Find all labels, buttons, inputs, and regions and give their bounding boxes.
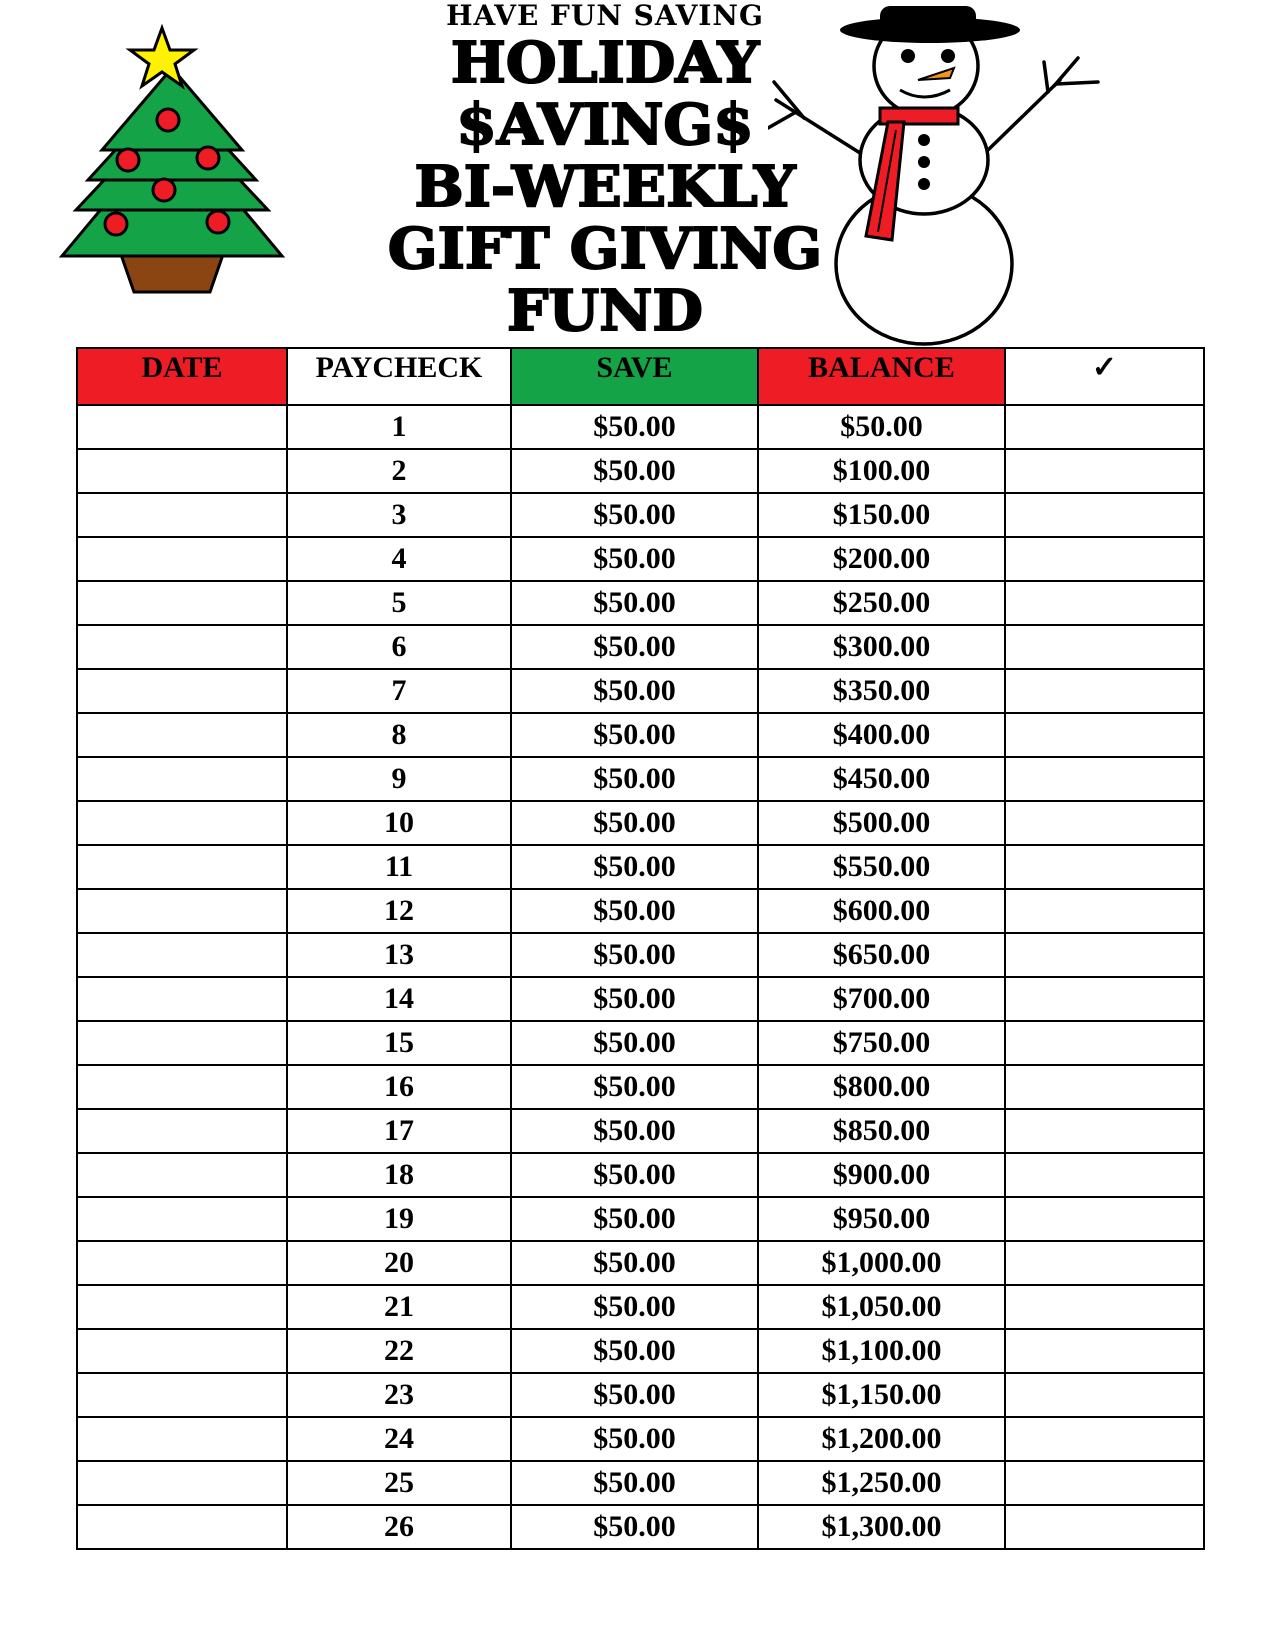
save-cell: $50.00: [511, 1417, 758, 1461]
check-cell[interactable]: [1005, 1417, 1204, 1461]
date-cell[interactable]: [77, 405, 287, 449]
check-cell[interactable]: [1005, 713, 1204, 757]
save-cell: $50.00: [511, 1197, 758, 1241]
date-cell[interactable]: [77, 757, 287, 801]
check-cell[interactable]: [1005, 537, 1204, 581]
date-cell[interactable]: [77, 889, 287, 933]
column-header-balance: BALANCE: [758, 348, 1005, 405]
table-row: [77, 581, 1204, 625]
table-row: [77, 1021, 1204, 1065]
savings-table: [76, 347, 1205, 1550]
balance-cell: $250.00: [758, 581, 1005, 625]
date-cell[interactable]: [77, 1065, 287, 1109]
balance-cell: $650.00: [758, 933, 1005, 977]
check-cell[interactable]: [1005, 1285, 1204, 1329]
check-cell[interactable]: [1005, 1373, 1204, 1417]
paycheck-cell: 14: [287, 977, 511, 1021]
title-line: HOLIDAY: [450, 30, 760, 96]
table-row: [77, 889, 1204, 933]
paycheck-cell: 8: [287, 713, 511, 757]
christmas-tree-icon: [58, 24, 286, 296]
date-cell[interactable]: [77, 1197, 287, 1241]
paycheck-cell: 16: [287, 1065, 511, 1109]
paycheck-cell: 9: [287, 757, 511, 801]
paycheck-cell: 1: [287, 405, 511, 449]
date-cell[interactable]: [77, 625, 287, 669]
date-cell[interactable]: [77, 933, 287, 977]
paycheck-cell: 6: [287, 625, 511, 669]
paycheck-cell: 5: [287, 581, 511, 625]
date-cell[interactable]: [77, 1461, 287, 1505]
check-cell[interactable]: [1005, 1197, 1204, 1241]
balance-cell: $1,150.00: [758, 1373, 1005, 1417]
check-cell[interactable]: [1005, 1153, 1204, 1197]
paycheck-cell: 23: [287, 1373, 511, 1417]
balance-cell: $100.00: [758, 449, 1005, 493]
balance-cell: $950.00: [758, 1197, 1005, 1241]
table-row: [77, 801, 1204, 845]
save-cell: $50.00: [511, 801, 758, 845]
balance-cell: $1,200.00: [758, 1417, 1005, 1461]
kicker-text: HAVE FUN SAVING: [446, 0, 764, 32]
save-cell: $50.00: [511, 1065, 758, 1109]
save-cell: $50.00: [511, 1461, 758, 1505]
date-cell[interactable]: [77, 713, 287, 757]
table-row: [77, 1373, 1204, 1417]
column-header-save: SAVE: [511, 348, 758, 405]
date-cell[interactable]: [77, 1373, 287, 1417]
balance-cell: $750.00: [758, 1021, 1005, 1065]
save-cell: $50.00: [511, 713, 758, 757]
balance-cell: $800.00: [758, 1065, 1005, 1109]
paycheck-cell: 24: [287, 1417, 511, 1461]
save-cell: $50.00: [511, 669, 758, 713]
table-row: [77, 845, 1204, 889]
date-cell[interactable]: [77, 1329, 287, 1373]
balance-cell: $400.00: [758, 713, 1005, 757]
check-cell[interactable]: [1005, 933, 1204, 977]
date-cell[interactable]: [77, 977, 287, 1021]
balance-cell: $700.00: [758, 977, 1005, 1021]
balance-cell: $450.00: [758, 757, 1005, 801]
column-header-date: DATE: [77, 348, 287, 405]
check-cell[interactable]: [1005, 669, 1204, 713]
paycheck-cell: 20: [287, 1241, 511, 1285]
balance-cell: $900.00: [758, 1153, 1005, 1197]
save-cell: $50.00: [511, 1329, 758, 1373]
paycheck-cell: 22: [287, 1329, 511, 1373]
balance-cell: $1,050.00: [758, 1285, 1005, 1329]
check-cell[interactable]: [1005, 405, 1204, 449]
title-line: FUND: [507, 278, 703, 344]
table-row: [77, 449, 1204, 493]
balance-cell: $200.00: [758, 537, 1005, 581]
save-cell: $50.00: [511, 1285, 758, 1329]
date-cell[interactable]: [77, 1021, 287, 1065]
table-row: [77, 405, 1204, 449]
save-cell: $50.00: [511, 933, 758, 977]
save-cell: $50.00: [511, 889, 758, 933]
table-header-row: [77, 348, 1204, 405]
table-row: [77, 757, 1204, 801]
snowman-icon: [768, 0, 1168, 350]
table-row: [77, 1109, 1204, 1153]
paycheck-cell: 10: [287, 801, 511, 845]
balance-cell: $1,100.00: [758, 1329, 1005, 1373]
title-line: $AVING$: [456, 92, 754, 158]
balance-cell: $1,300.00: [758, 1505, 1005, 1549]
table-row: [77, 977, 1204, 1021]
paycheck-cell: 26: [287, 1505, 511, 1549]
title-line: GIFT GIVING: [387, 216, 823, 282]
paycheck-cell: 13: [287, 933, 511, 977]
table-row: [77, 1241, 1204, 1285]
save-cell: $50.00: [511, 625, 758, 669]
save-cell: $50.00: [511, 977, 758, 1021]
paycheck-cell: 21: [287, 1285, 511, 1329]
paycheck-cell: 12: [287, 889, 511, 933]
save-cell: $50.00: [511, 1505, 758, 1549]
check-cell[interactable]: [1005, 493, 1204, 537]
date-cell[interactable]: [77, 1241, 287, 1285]
paycheck-cell: 11: [287, 845, 511, 889]
check-cell[interactable]: [1005, 889, 1204, 933]
save-cell: $50.00: [511, 757, 758, 801]
save-cell: $50.00: [511, 1153, 758, 1197]
date-cell[interactable]: [77, 493, 287, 537]
balance-cell: $350.00: [758, 669, 1005, 713]
table-row: [77, 537, 1204, 581]
table-row: [77, 713, 1204, 757]
balance-cell: $300.00: [758, 625, 1005, 669]
balance-cell: $550.00: [758, 845, 1005, 889]
save-cell: $50.00: [511, 537, 758, 581]
column-header-paycheck: PAYCHECK: [287, 348, 511, 405]
paycheck-cell: 4: [287, 537, 511, 581]
paycheck-cell: 19: [287, 1197, 511, 1241]
table-row: [77, 1065, 1204, 1109]
check-cell[interactable]: [1005, 581, 1204, 625]
balance-cell: $150.00: [758, 493, 1005, 537]
balance-cell: $1,000.00: [758, 1241, 1005, 1285]
title-line: BI-WEEKLY: [414, 154, 796, 220]
table-row: [77, 1417, 1204, 1461]
date-cell[interactable]: [77, 669, 287, 713]
check-cell[interactable]: [1005, 625, 1204, 669]
check-cell[interactable]: [1005, 1241, 1204, 1285]
save-cell: $50.00: [511, 581, 758, 625]
balance-cell: $50.00: [758, 405, 1005, 449]
check-cell[interactable]: [1005, 977, 1204, 1021]
date-cell[interactable]: [77, 449, 287, 493]
table-row: [77, 1197, 1204, 1241]
date-cell[interactable]: [77, 537, 287, 581]
save-cell: $50.00: [511, 449, 758, 493]
date-cell[interactable]: [77, 801, 287, 845]
save-cell: $50.00: [511, 405, 758, 449]
check-cell[interactable]: [1005, 1065, 1204, 1109]
save-cell: $50.00: [511, 1109, 758, 1153]
check-cell[interactable]: [1005, 801, 1204, 845]
paycheck-cell: 7: [287, 669, 511, 713]
check-cell[interactable]: [1005, 845, 1204, 889]
check-cell[interactable]: [1005, 1505, 1204, 1549]
balance-cell: $600.00: [758, 889, 1005, 933]
date-cell[interactable]: [77, 1109, 287, 1153]
table-row: [77, 933, 1204, 977]
date-cell[interactable]: [77, 581, 287, 625]
table-body: [77, 405, 1204, 1549]
balance-cell: $1,250.00: [758, 1461, 1005, 1505]
table-row: [77, 625, 1204, 669]
check-cell[interactable]: [1005, 1109, 1204, 1153]
save-cell: $50.00: [511, 1021, 758, 1065]
date-cell[interactable]: [77, 1417, 287, 1461]
check-cell[interactable]: [1005, 1021, 1204, 1065]
table-row: [77, 493, 1204, 537]
paycheck-cell: 3: [287, 493, 511, 537]
date-cell[interactable]: [77, 845, 287, 889]
table-row: [77, 1153, 1204, 1197]
save-cell: $50.00: [511, 845, 758, 889]
table-row: [77, 1461, 1204, 1505]
check-cell[interactable]: [1005, 1461, 1204, 1505]
date-cell[interactable]: [77, 1153, 287, 1197]
check-cell[interactable]: [1005, 1329, 1204, 1373]
balance-cell: $850.00: [758, 1109, 1005, 1153]
check-cell[interactable]: [1005, 449, 1204, 493]
save-cell: $50.00: [511, 493, 758, 537]
paycheck-cell: 18: [287, 1153, 511, 1197]
table-row: [77, 1505, 1204, 1549]
checkmark-icon: ✓: [1005, 348, 1204, 405]
table-row: [77, 1329, 1204, 1373]
paycheck-cell: 17: [287, 1109, 511, 1153]
balance-cell: $500.00: [758, 801, 1005, 845]
table-row: [77, 669, 1204, 713]
paycheck-cell: 15: [287, 1021, 511, 1065]
check-cell[interactable]: [1005, 757, 1204, 801]
date-cell[interactable]: [77, 1285, 287, 1329]
save-cell: $50.00: [511, 1373, 758, 1417]
table-row: [77, 1285, 1204, 1329]
date-cell[interactable]: [77, 1505, 287, 1549]
save-cell: $50.00: [511, 1241, 758, 1285]
paycheck-cell: 25: [287, 1461, 511, 1505]
paycheck-cell: 2: [287, 449, 511, 493]
